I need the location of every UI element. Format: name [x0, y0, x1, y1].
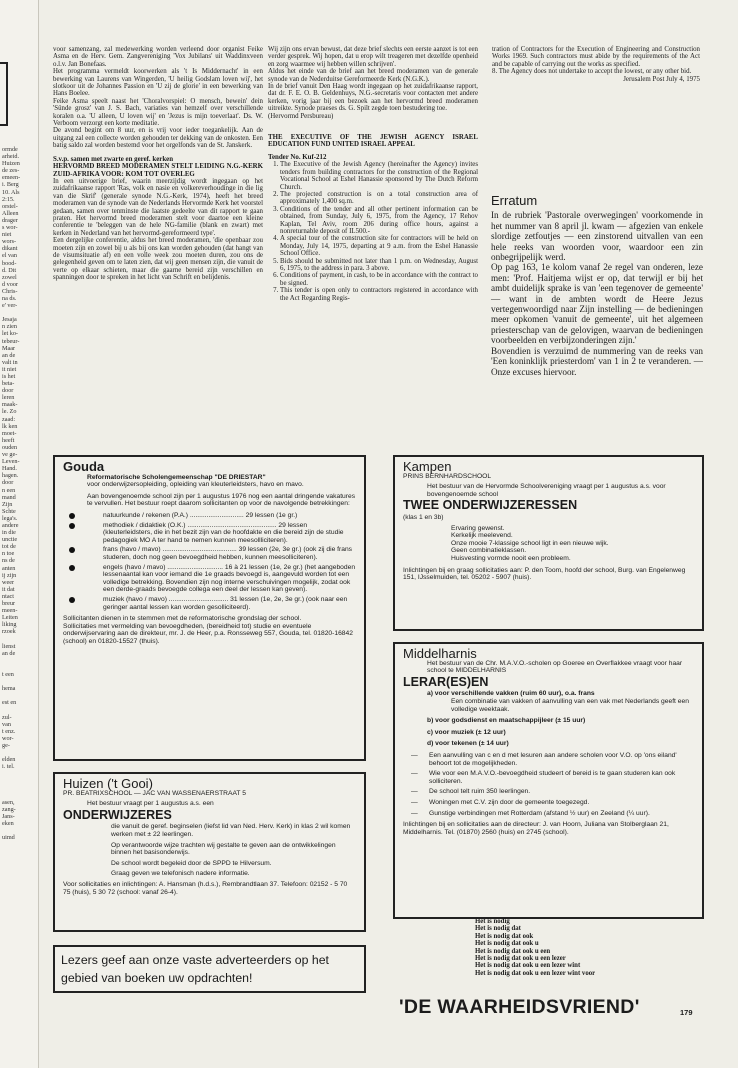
vacancy-item: methodiek / didaktiek (O.K.) ................................................ 29 lessen (kleuterleidsters, die in het bezit zijn van de hoofdakte en die bereid zijn de studie pedagogiek MO A ter hand te nemen kunnen meesollliciteren). [63, 522, 356, 545]
ad-title: Huizen ('t Gooi) [63, 776, 153, 791]
notice-text: Lezers geef aan onze vaste adverteerders op het gebied van boeken uw opdrachten! [61, 953, 329, 985]
requirement: Huisvesting vormde nooit een probleem. [451, 554, 571, 562]
slogan-line: Het is nodig [475, 918, 510, 925]
ad-middelharnis [393, 642, 704, 919]
bullet-icon [69, 547, 75, 553]
ad-contact: Sollicitaties met vermelding van bevoegdheden, (bereidheid tot) studie en eventuele onderwijservaring aan de direkteur, mr. J. de Heer, p.a. Ronsseweg 557, Gouda, tel. 01820-16842 (school) en 01820-15527 (thuis). [63, 622, 353, 645]
paragraph: Feike Asma speelt naast het 'Choralvorspiel: O mensch, bewein' dein 'Sünde grosz' van J. S. Bach, variaties van hemzelf over verschillende koralen o.a. 'U alleen, U loven wij' en 'Jezus is mijn toeverlaat'. Ds. W. Verboom verzorgt een korte meditatie. [53, 97, 263, 128]
vacancy-d: d) voor tekenen (± 14 uur) [427, 740, 509, 748]
ad-subtitle: PRINS BERNHARDSCHOOL [403, 472, 492, 480]
article-column-3 [492, 46, 700, 83]
slogan-line: Het is nodig dat ook u een lezer wint [475, 962, 581, 970]
requirement: Kerkelijk meelevend. [451, 532, 513, 540]
dash-item: — Gunstige verbindingen met Rotterdam (afstand ½ uur) en Zeeland (¼ uur). [411, 809, 650, 817]
paragraph: Aldus het einde van de brief aan het breed moderamen van de generale synode van de Nederduitse Gereformeerde Kerk (N.G.K.). [268, 68, 478, 83]
bullet-icon [69, 565, 75, 571]
slogan-line: Het is nodig dat ook u een lezer wint voor [475, 969, 596, 977]
vacancy-item: natuurkunde / rekenen (P.A.) ............................. 29 lessen (1e gr.) [63, 512, 356, 520]
paragraph: In de brief vanuit Den Haag wordt ingegaan op het zuidafrikaanse rapport, dat dr. F. E. O. B. Geldenhuys, N.G.-secretaris voor contacten met andere kerken, vorig jaar bij een bezoek aan het hervormd breed moderamen uitreikte. Synode praeses ds. G. Spilt zegde toen bestudering toe. [268, 83, 478, 113]
requirement: Ervaring gewenst. [451, 524, 505, 532]
dash-item: — De school telt ruim 350 leerlingen. [411, 788, 531, 796]
page-number: 179 [680, 1008, 693, 1017]
bullet-icon [69, 597, 75, 603]
magazine-brand: 'DE WAARHEIDSVRIEND' [399, 996, 640, 1018]
ad-kampen [393, 455, 704, 631]
erratum-section [491, 193, 703, 377]
paragraph: De avond begint om 8 uur, en is vrij voor ieder toegankelijk. Aan de uitgang zal een collecte worden gehouden ter dekking van de onkosten. Een batig saldo zal worden bestemd voor het orgelfonds van de St. Janskerk. [53, 127, 263, 150]
ad-headline: TWEE ONDERWIJZERESSEN [403, 498, 578, 513]
tender-list [268, 161, 478, 302]
paragraph: In een uitvoerige brief, waarin meerzijdig wordt ingegaan op het zuidafrikaanse rapport 'Ras, volk en nasie en volkereverhoudinge in die lig van die Skrif' (generale synode N.G.-Kerk, 1974), heeft het breed moderamen van de synode van de Nederlands Hervormde Kerk het voorstel gedaan, samen over tenminste die laatste gedeelte van dit rapport te gaan praten. Het hervormd breed moderamen stelt voor daartoe een kleine conferentie te 'beleggen van de hele NG-familie (blank en zwart) met kerken in Nederland van het hervormd-gereformeerd type'. [53, 177, 263, 237]
ad-gouda [53, 455, 366, 761]
slogan-line: Het is nodig dat ook [475, 932, 534, 940]
ad-headline: ONDERWIJZERES [63, 807, 172, 822]
ad-line: Het bestuur van de Hervormde Schoolvereniging vraagt per 1 augustus a.s. voor bovengenoemde school [427, 483, 666, 498]
ad-title: Gouda [63, 459, 105, 474]
tender-item: 7. This tender is open only to contractors registered in accordance with the Act Regarding Regis- [280, 287, 478, 302]
vacancy-item: frans (havo / mavo) ........................................ 39 lessen (2e, 3e gr.) (ook zij die frans studeren, doch nog geen bevoegdheid hebben, kunnen meesolliciteren). [63, 546, 356, 561]
press-credit: (Hervormd Persbureau) [268, 112, 334, 120]
article-headline: HERVORMD BREED MODERAMEN STELT LEIDING N.G.-KERK ZUID-AFRIKA VOOR: KOM TOT OVERLEG [53, 163, 263, 178]
article-column-1 [53, 46, 263, 282]
ad-text: Graag geven we telefonisch nadere informatie. [111, 870, 250, 878]
advertisers-notice [53, 945, 366, 993]
tender-number: Tender No. Kuf-212 [268, 153, 327, 161]
slogan-line: Het is nodig dat ook u een [475, 947, 551, 955]
ad-subtitle: PR. BEATRIXSCHOOL — JAC VAN WASSENAERSTRAAT 5 [63, 789, 246, 797]
slogan-line: Het is nodig dat ook u een lezer [475, 955, 566, 963]
ad-line: Het bestuur vraagt per 1 augustus a.s. een [87, 800, 214, 808]
vacancy-item: muziek (havo / mavo) ................................ 31 lessen (1e, 2e, 3e gr.) (ook naar een geringer aantal lessen kan worden gesolliciteerd). [63, 596, 356, 611]
dash-item: — Woningen met C.V. zijn door de gemeente toegezegd. [411, 798, 590, 806]
erratum-title: Erratum [491, 193, 538, 208]
article-kicker: S.v.p. samen met zwarte en geref. kerken [53, 155, 174, 163]
slogan-line: Het is nodig dat ook u [475, 940, 539, 948]
paragraph: 8. The Agency does not undertake to accept the lowest, or any other bid. [492, 68, 692, 76]
dash-item: — Wie voor een M.A.V.O.-bevoegdheid studeert of bereid is te gaan studeren kan ook solliciteren. [411, 770, 676, 785]
ad-text: De school wordt begeleid door de SPPD te Hilversum. [111, 859, 272, 867]
vacancy-item: engels (havo / mavo) .............................. 16 à 21 lessen (1e, 2e gr.) (het aangeboden lessenaantal kan voor iemand die 1e graads bevoegd is, aangevuld worden tot een volledige betrekking. Bovendien zijn nog interne verschuivingen mogelijk, zodat ook een derde-graads bevoegde collega een deel der lessen kan geven). [63, 564, 356, 594]
tender-item: 4. A special tour of the construction site for contractors will be held on Monday, July 14, 1975, departing at 9 a.m. from the Eshel Hanassie School Office. [280, 235, 478, 257]
ad-contact: Inlichtingen bij en graag sollicitaties aan: P. den Toom, hoofd der school, Burg. van Engelenweg 151, IJsselmuiden, tel. 05202 - 5907 (huis). [403, 566, 686, 582]
paragraph: tration of Contractors for the Execution of Engineering and Construction Works 1969. Such contractors must abide by the requirements of the Act and be capable of carrying out the works as specified. [492, 46, 700, 68]
ad-intro: Aan bovengenoemde school zijn per 1 augustus 1976 nog een aantal dringende vakatures te vervullen. Het bestuur roept daarom sollicitanten op voor de navolgende betrekkingen: [87, 492, 356, 508]
tender-item: 3. Conditions of the tender and all other pertinent information can be obtained, from Sunday, July 6, 1975, from the Agency, 17 Rehov Kaplan, Tel Aviv, room 206 during office hours, against a nonreturnable deposit of IL500.- [280, 206, 478, 236]
tender-item: 5. Bids should be submitted not later than 1 p.m. on Wednesday, August 6, 1975, to the address in para. 3 above. [280, 258, 478, 273]
tender-item: 1. The Executive of the Jewish Agency (hereinafter the Agency) invites tenders from building contractors for the construction of the Regional Vocational School at Eshel Hanassie sponsored by The Dutch Reform Church. [280, 161, 478, 191]
tender-headline: THE EXECUTIVE OF THE JEWISH AGENCY ISRAEL EDUCATION FUND UNITED ISRAEL APPEAL [268, 134, 478, 149]
article-column-2 [268, 46, 478, 302]
vacancy-b: b) voor godsdienst en maatschappijleer (± 15 uur) [427, 717, 586, 725]
ad-subtitle-2: voor onderwijzersopleiding, opleiding van kleuterleidsters, havo en mavo. [87, 481, 304, 489]
paragraph: Op pag 163, 1e kolom vanaf 2e regel van onderen, leze men: 'Prof. Haitjema wijst er op, dat terwijl er bij het ambt duidelijk sprake is van 'een tegenover de gemeente' — want in de ambten wordt de Heere Jezus vertegenwoordigd naar Zijn instelling — de bedieningen meer opkomen 'vanuit de gemeente', uit het algemeen priesterschap van de gelovigen, waarvan de bedieningen voorbeelden en verbijzonderingen zijn.' [491, 262, 703, 346]
ad-contact: Inlichtingen bij en sollicitaties aan de directeur: J. van Hoorn, Juliana van Stolberglaan 21, Middelharnis. Tel. (01870) 2560 (huis) en 2745 (school). [403, 821, 669, 836]
requirement: Onze mooie 7-klassige school ligt in een nieuwe wijk. [451, 539, 609, 547]
slogan-stack [475, 918, 595, 977]
paragraph: In de rubriek 'Pastorale overwegingen' voorkomende in het nummer van 8 april jl. kwam — afgezien van enkele slordige zetfoutjes — een zinstorend uitvallen van een hele reeks van woorden voor, waardoor een zin onbegrijpelijk werd. [491, 210, 703, 263]
paragraph: voor samenzang, zal medewerking worden verleend door organist Feike Asma en de Herv. Gem. Zangvereniging 'Vox Jubilans' uit Waddinxveen o.l.v. Jan Bonefaas. [53, 46, 263, 68]
ad-line: Het bestuur van de Chr. M.A.V.O.-scholen op Goeree en Overflakkee vraagt voor haar school te MIDDELHARNIS [427, 659, 683, 675]
requirement: Geen combinatieklassen. [451, 547, 527, 555]
box-edge [0, 62, 8, 126]
previous-page-edge [0, 0, 39, 1068]
paragraph: Een dergelijke conferentie, aldus het breed moderamen, 'die openbaar zou moeten zijn en zowel bij u als bij ons kan worden gehouden (dat hangt van de visumsituatie af) en een volle week zou moeten duren, zou ons de gelegenheid geven om te laten zien, dat wij geen mensen zijn, die vanuit de verte op elkaar schieten, maar die gaarne bereid zijn verschillen en spanningen door te spreken in het licht van Schrift en belijdenis. [53, 237, 263, 282]
ad-subtitle: Reformatorische Scholengemeenschap "DE DRIESTAR" [87, 473, 266, 481]
ad-headline: LERAR(ES)EN [403, 674, 489, 689]
dash-item: — Een aanvulling van c en d met lesuren aan andere scholen voor V.O. op 'ons eiland' behoort tot de mogelijkheden. [411, 751, 677, 767]
bullet-icon [69, 523, 75, 529]
vacancy-c: c) voor muziek (± 12 uur) [427, 728, 506, 736]
bullet-icon [69, 513, 75, 519]
ad-text: die vanuit de geref. beginselen (liefst lid van Ned. Herv. Kerk) in klas 2 wil komen werken met ± 22 leerlingen. [111, 823, 351, 838]
slogan-line: Het is nodig dat [475, 925, 521, 933]
ad-outro: Sollicitanten dienen in te stemmen met de reformatorische grondslag der school. [63, 615, 302, 623]
requirements-list [403, 525, 694, 563]
paragraph: Het programma vermeldt koorwerken als 't Is Middernacht' in een bewerking van Laurens van Wingerden, 'U heilig Godslam loven wij', het slotkoor uit de Johannes Passion en 'U zij de glorie' in een bewerking van Hans Boelee. [53, 68, 263, 98]
vacancy-note: Een combinatie van vakken of aanvulling van een vak met Nederlands geeft een volledige weektaak. [451, 697, 689, 713]
ad-contact: Voor sollicitaties en inlichtingen: A. Hansman (h.d.s.), Rembrandtlaan 37. Telefoon: 02152 - 5 70 75 (huis), 5 30 72 (school: vanaf 26-4). [63, 880, 348, 896]
ad-huizen [53, 772, 366, 932]
paragraph: Bovendien is verzuimd de nummering van de reeks van 'Een koninklijk priesterdom' van 1 in 2 te veranderen. — Onze excuses hiervoor. [491, 345, 703, 377]
vacancy-a: a) voor verschillende vakken (ruim 60 uur), o.a. frans [427, 690, 595, 698]
ad-class: (klas 1 en 3b) [403, 513, 444, 521]
ad-title: Kampen [403, 459, 452, 474]
ad-title: Middelharnis [403, 646, 477, 661]
cut-off-text: ormde arheid. Huizen de zes- emeen- i. Berg 10. Als 2:15. orstel- Alleen drager s wor- niet wors- dikant el van bood- d. Dit zowel d voor Chris- na ds. e' ver- Jesaja n zien let ko- tebeur- Maar an de valt in it niet is het beta- door leren maak- le. Zo zaad: lk ken moet- heeft ouden ve ge- Leven- Hand. hagen. door n een mand Zijn Schte lega's. andere in die unctie tot de n toe ns de anten ij zijn weer it dat ntact breur meen- Leiten liking rzoek lienst an de t een hema est en zul- van t enz. wor- ge- elden i. tel. asen, zang- Jans- eken uimd [2, 146, 21, 842]
source-line: Jerusalem Post July 4, 1975 [623, 75, 700, 83]
ad-text: Op verantwoorde wijze trachten wij gestalte te geven aan de ontwikkelingen binnen het basisonderwijs. [111, 841, 336, 857]
paragraph: Wij zijn ons ervan bewust, dat deze brief slechts een eerste aanzet is tot een verder gesprek. Wij hopen, dat u erop wilt treageren met dezelfde openheid en zorg waarmee wij hebben willen schrijven'. [268, 46, 478, 68]
tender-item: 6. Conditions of payment, in cash, to be in accordance with the contract to be signed. [280, 272, 478, 287]
tender-item: 2. The projected construction is on a total construction area of approximately 1,400 sq.m. [280, 191, 478, 206]
